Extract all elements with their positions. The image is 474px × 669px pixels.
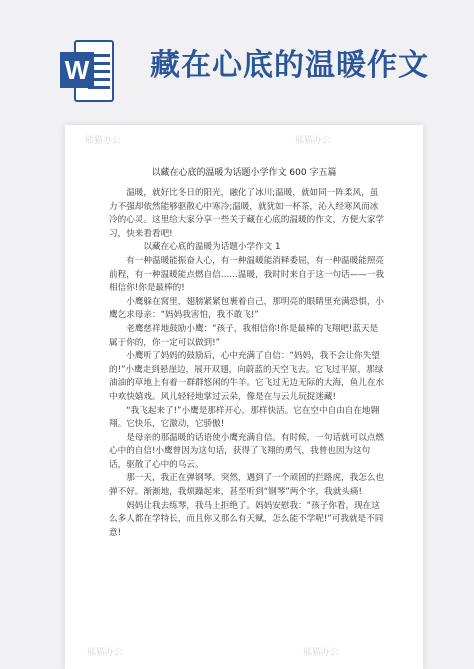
paragraph: 是母亲的那温暖的话语使小鹰充满自信。有时候，一句话就可以点燃心中的自信!小鹰曾因为这句话，获得了飞翔的勇气，我曾也因为这句话，驱散了心中的乌云。 [109, 432, 385, 470]
document-page [65, 125, 423, 669]
watermark: 熊猫办公 [85, 135, 122, 145]
paragraph: 老鹰慈祥地鼓励小鹰：“孩子，我相信你!你是最棒的飞翔吧!蓝天是属于你的，你一定可以做到!” [109, 323, 379, 348]
paragraph: 小鹰躲在窝里，翅膀紧紧包裹着自己，那明亮的眼睛里充满恐惧，小鹰乞求母亲：“妈妈我害怕，我不敢飞!” [109, 296, 385, 321]
paragraph: 温暖，就好比冬日的阳光，融化了冰川;温暖，就如同一阵柔风，虽力不强却依然能够驱散心中寒冷;温暖，就犹如一杯茶，沁入经寒风而冰冷的心灵。这里给大家分享一些关于藏在心底的温暖的作文，方便大家学习，快来看看吧! [109, 188, 385, 239]
watermark: 熊猫办公 [87, 647, 124, 657]
word-document-icon [60, 38, 116, 104]
paragraph: 有一种温暖能振奋人心，有一种温暖能消释委屈，有一种温暖能照亮前程，有一种温暖能点燃自信……温暖，我时时来自于这一句话——一我相信你!你是最棒的! [109, 255, 385, 294]
document-body [109, 187, 385, 540]
header [0, 0, 474, 130]
word-logo-letter: W [60, 52, 94, 88]
paragraph: “我飞起来了!”小鹰是那样开心，那样快活。它在空中自由自在地翱翔。它快乐，它激动，它骄傲! [109, 405, 380, 430]
watermark: 熊猫办公 [303, 647, 340, 657]
page-title: 藏在心底的温暖作文 [150, 48, 429, 83]
paragraph: 那一天，我正在弹钢琴。突然，遇到了一个顽固的拦路虎，我怎么也弹不好。渐渐地，我烦躁起来，甚至听到“钢琴”两个字，我就头痛! [109, 473, 385, 498]
section-heading: 以藏在心底的温暖为话题小学作文 1 [143, 242, 281, 253]
watermark: 熊猫办公 [295, 135, 332, 145]
paragraph: 小鹰听了妈妈的鼓励后，心中充满了自信：“妈妈，我不会让你失望的!”小鹰走到悬崖边，展开双翅，向蔚蓝的天空飞去。它飞过平原，那绿油油的草地上有着一群群悠闲的牛羊。它飞过无边无际的大海，鱼儿在水中欢快嬉戏。风儿轻轻地掌过云朵，像是在与云儿玩捉迷藏! [109, 351, 385, 402]
paragraph: 妈妈让我去练琴，我马上拒绝了。妈妈安慰我：“孩子你看，现在这么多人都在学特长，而且你又那么有天赋，怎么能不学呢!”可我就是不同意! [109, 500, 384, 538]
document-title: 以藏在心底的温暖为话题小学作文 600 字五篇 [151, 168, 337, 178]
